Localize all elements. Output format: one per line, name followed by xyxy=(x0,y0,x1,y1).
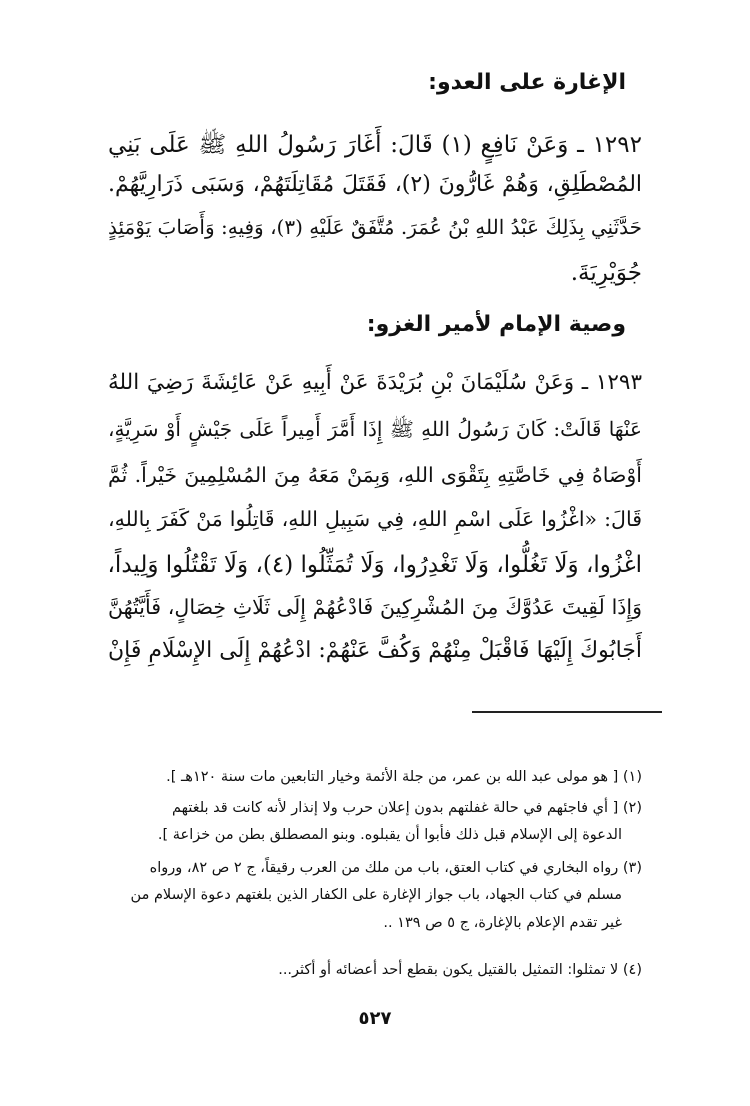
hadith-1293-line-4: قَالَ: «اغْزُوا عَلَى اسْمِ اللهِ، فِي سَبِيلِ اللهِ، قَاتِلُوا مَنْ كَفَرَ بِاللهِ، xyxy=(108,507,642,531)
footnote-2-line-2: الدعوة إلى الإسلام قبل ذلك فأبوا أن يقبلوه. وبنو المصطلق بطن من خزاعة ]. xyxy=(157,827,622,843)
hadith-1293-line-6: وَإِذَا لَقِيتَ عَدُوَّكَ مِنَ المُشْرِكِينَ فَادْعُهُمْ إِلَى ثَلَاثِ خِصَالٍ، فَأَيَّتُهُنَّ xyxy=(108,595,642,619)
hadith-1292-line-4: جُوَيْرِيَةَ. xyxy=(570,260,642,286)
hadith-1292-line-1: ١٢٩٢ ـ وَعَنْ نَافِعٍ (١) قَالَ: أَغَارَ رَسُولُ اللهِ ﷺ عَلَى بَنِي xyxy=(108,132,642,158)
footnote-3-line-1: (٣) رواه البخاري في كتاب العتق، باب من ملك من العرب رقيقاً، ج ٢ ص ٨٢، ورواه xyxy=(149,860,642,876)
section-heading-imam-advice: وصية الإمام لأمير الغزو: xyxy=(366,312,626,337)
hadith-1292-line-3: حَدَّثَنِي بِذَلِكَ عَبْدُ اللهِ بْنُ عُمَرَ. مُتَّفَقٌ عَلَيْهِ (٣)، وَفِيهِ: وَأَصَابَ يَوْمَئِذٍ xyxy=(108,215,642,239)
footnote-1: (١) [ هو مولى عبد الله بن عمر، من جلة الأئمة وخيار التابعين مات سنة ١٢٠هـ ]. xyxy=(166,769,642,785)
hadith-1292-line-2: المُصْطَلِقِ، وَهُمْ غَارُّونَ (٢)، فَقَتَلَ مُقَاتِلَتَهُمْ، وَسَبَى ذَرَارِيَّهُمْ. xyxy=(108,172,643,197)
section-heading-raid: الإغارة على العدو: xyxy=(428,70,626,95)
footnote-2-line-1: (٢) [ أي فاجئهم في حالة غفلتهم بدون إعلان حرب ولا إنذار لأنه كانت قد بلغتهم xyxy=(172,800,642,816)
hadith-1293-line-5: اغْزُوا، وَلَا تَغُلُّوا، وَلَا تَغْدِرُوا، وَلَا تُمَثِّلُوا (٤)، وَلَا تَقْتُلُوا وَلِيداً، xyxy=(107,552,642,578)
hadith-1293-line-2: عَنْهَا قَالَتْ: كَانَ رَسُولُ اللهِ ﷺ إِذَا أَمَّرَ أَمِيراً عَلَى جَيْشٍ أَوْ سَرِيَّةٍ، xyxy=(108,417,642,441)
hadith-1293-line-7: أَجَابُوكَ إِلَيْهَا فَاقْبَلْ مِنْهُمْ وَكُفَّ عَنْهُمْ: ادْعُهُمْ إِلَى الإِسْلَامِ فَإِنْ xyxy=(108,638,642,663)
page-number: ٥٢٧ xyxy=(358,1008,392,1029)
footnote-3-line-3: غير تقدم الإعلام بالإغارة، ج ٥ ص ١٣٩ .. xyxy=(383,915,622,931)
hadith-1293-line-1: ١٢٩٣ ـ وَعَنْ سُلَيْمَانَ بْنِ بُرَيْدَةَ عَنْ أَبِيهِ عَنْ عَائِشَةَ رَضِيَ اللهُ xyxy=(108,370,642,395)
footnote-4: (٤) لا تمثلوا: التمثيل بالقتيل يكون بقطع أحد أعضائه أو أكثر... xyxy=(278,962,642,978)
footnote-3-line-2: مسلم في كتاب الجهاد، باب جواز الإغارة على الكفار الذين بلغتهم دعوة الإسلام من xyxy=(130,887,622,903)
footnote-separator xyxy=(472,711,662,713)
hadith-1293-line-3: أَوْصَاهُ فِي خَاصَّتِهِ بِتَقْوَى اللهِ، وَبِمَنْ مَعَهُ مِنَ المُسْلِمِينَ خَيْراً. ثُمَّ xyxy=(108,463,642,487)
